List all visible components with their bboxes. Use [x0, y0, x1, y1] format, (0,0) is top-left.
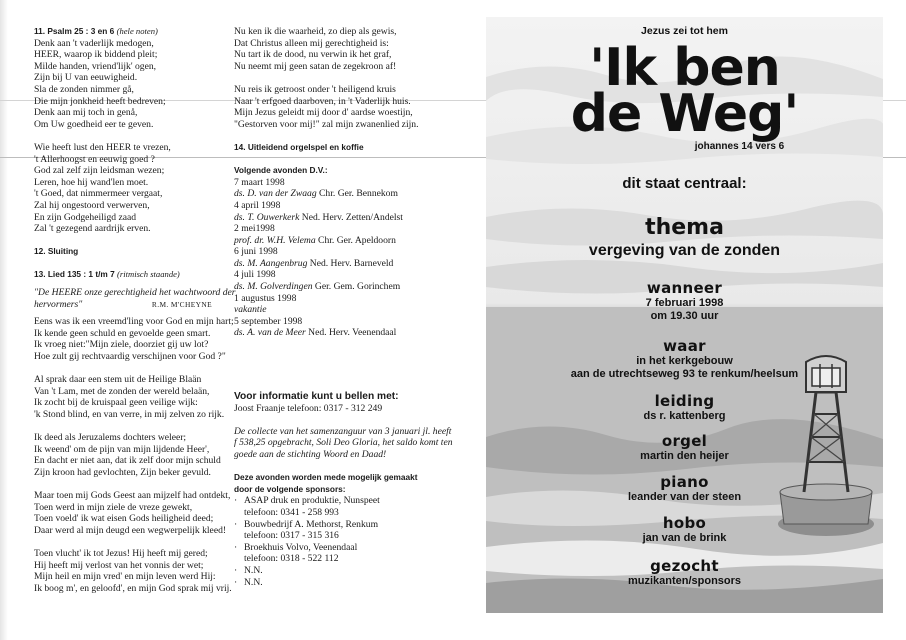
verse-line: Nu reis ik getroost onder 't heiligend kruis — [234, 83, 396, 95]
section-heading: waar — [663, 337, 706, 355]
sponsor-list — [234, 495, 439, 588]
sponsor-phone: telefoon: 0318 - 522 112 — [244, 553, 339, 565]
section-value: leander van der steen — [627, 491, 742, 503]
verse-line: Ik zocht bij de kruispaal geen veilige wijk: — [34, 397, 198, 409]
event-speaker: ds. T. Ouwerkerk — [234, 211, 300, 223]
verse-line: Ik kende geen schuld en gevoelde geen smart. — [34, 327, 211, 339]
event-speaker: vakantie — [234, 304, 267, 316]
verse-line: Ik boog m', en geloofd', en mijn God sprak mij vrij. — [34, 582, 232, 594]
section-heading: wanneer — [646, 279, 723, 297]
collecte-line: f 538,25 opgebracht, Soli Deo Gloria, het saldo komt ten — [234, 437, 453, 449]
collecte-note — [234, 425, 453, 461]
sponsor-phone: telefoon: 0341 - 258 993 — [244, 506, 339, 518]
section-piano — [486, 473, 883, 504]
event-church: Ned. Herv. — [301, 211, 344, 223]
sponsor-item: · Broekhuis Volvo, Veenendaal — [234, 541, 358, 553]
psalm-heading-text: 11. Psalm 25 : 3 en 6 — [34, 26, 115, 36]
orgelspel-heading: 14. Uitleidend orgelspel en koffie — [234, 141, 364, 152]
event-place: Zetten/Andelst — [345, 211, 403, 223]
bible-reference: johannes 14 vers 6 — [694, 141, 785, 152]
event-church: Ned. Herv. — [308, 327, 350, 339]
event-date: 5 september 1998 — [234, 315, 303, 327]
verse-line: Al sprak daar een stem uit de Heilige Blaän — [34, 374, 202, 386]
psalm-verse-2 — [34, 142, 224, 235]
section-waar — [486, 337, 883, 381]
section-heading: hobo — [662, 514, 707, 532]
left-column — [34, 26, 236, 595]
verse-line: Nu neemt mij geen satan de zegekroon af! — [234, 60, 397, 72]
section-heading: gezocht — [650, 557, 719, 575]
verse-line: Toen werd in mijn ziele de vreze gewekt, — [34, 501, 193, 513]
quote-attribution-row — [34, 299, 224, 311]
psalm-heading — [34, 26, 224, 38]
verse-line: Hoe zult gij rechtvaardig verschijnen voor God ?" — [34, 351, 226, 363]
event-speaker: ds. M. Golverdingen — [234, 281, 313, 293]
section-wanneer — [486, 279, 883, 323]
verse-line: 't Goed, dat nimmermeer vergaat, — [34, 188, 163, 200]
sponsor-heading: door de volgende sponsors: — [234, 483, 346, 494]
verse-line: Daar werd al mijn deugd een wegwerpelijk kleed! — [34, 524, 227, 536]
section-value: in het kerkgebouw — [636, 355, 733, 367]
quote-line: hervormers" — [34, 298, 83, 310]
lied-stanza-7 — [234, 84, 439, 130]
poster-panel — [486, 17, 883, 613]
verse-line: Toen vlucht' ik tot Jezus! Hij heeft mij gered; — [34, 548, 208, 560]
event-place: Barneveld — [353, 257, 394, 269]
lied-stanza-3 — [34, 432, 224, 478]
lied-stanza-4 — [34, 490, 231, 536]
poster-title-line: de Weg' — [570, 84, 799, 144]
verse-line: En zijn Godgeheiligd zaad — [34, 211, 137, 223]
event-date: 6 juni 1998 — [234, 246, 278, 258]
sponsor-item: · N.N. — [234, 564, 263, 576]
section-value: aan de utrechtseweg 93 te renkum/heelsum — [570, 368, 799, 380]
verse-line: Mijn heil en mijn vred' en mijn leven werd Hij: — [34, 571, 216, 583]
event-row — [234, 188, 439, 200]
middle-column — [234, 26, 453, 588]
verse-line: Ik deed als Jeruzalems dochters weleer; — [34, 432, 187, 444]
event-date: 1 augustus 1998 — [234, 292, 297, 304]
quote-line: "De HEERE onze gerechtigheid het wachtwoord der — [34, 287, 236, 299]
sponsor-name: N.N. — [244, 576, 263, 588]
verse-line: Om Uw goedheid eer te geven. — [34, 118, 154, 130]
section-hobo — [486, 514, 883, 545]
event-church: Chr. Ger. — [318, 234, 353, 246]
section-value: martin den heijer — [640, 450, 729, 462]
verse-line: Zal 't gezegend aardrijk erven. — [34, 223, 151, 235]
next-evenings-list — [234, 177, 439, 339]
lied-heading — [34, 269, 224, 281]
event-date: 4 april 1998 — [234, 199, 281, 211]
poster-title — [486, 38, 883, 144]
lied-stanza-2 — [34, 374, 224, 420]
event-date: 7 maart 1998 — [234, 176, 285, 188]
verse-line: 't Allerhoogst en eeuwig goed ? — [34, 153, 155, 165]
verse-line: Eens was ik een vreemd'ling voor God en mijn hart; — [34, 316, 234, 328]
section-orgel — [486, 432, 883, 463]
sluiting-heading: 12. Sluiting — [34, 246, 79, 257]
event-speaker: ds. M. Aangenbrug — [234, 257, 308, 269]
verse-line: Denk aan 't vaderlijk medogen, — [34, 37, 154, 49]
lied-stanza-6 — [234, 26, 439, 72]
psalm-note: (hele noten) — [116, 26, 158, 36]
section-gezocht — [486, 557, 883, 588]
thema-value: vergeving van de zonden — [588, 242, 781, 259]
collecte-line: goede aan de stichting Woord en Daad! — [234, 449, 387, 460]
event-speaker: prof. dr. W.H. Velema — [234, 234, 316, 246]
verse-line: 'k Stond blind, en van verre, in mij zelven zo rijk. — [34, 409, 225, 420]
verse-line: "Gestorven voor mij!" zal mijn zwanenlied zijn. — [234, 118, 419, 130]
lied-stanza-5 — [34, 548, 232, 594]
event-date: 2 mei1998 — [234, 223, 275, 235]
verse-line: Sla de zonden nimmer gå, — [34, 83, 134, 95]
quote-author: R.M. M'CHEYNE — [151, 299, 212, 309]
event-row — [234, 212, 439, 224]
section-heading: orgel — [661, 432, 708, 450]
verse-line: Nu tart ik de dood, nu verwin ik het graf, — [234, 49, 392, 61]
event-place: Gorinchem — [357, 281, 401, 293]
event-place: Bennekom — [356, 188, 398, 200]
event-row — [234, 281, 439, 293]
info-line: Joost Fraanje telefoon: 0317 - 312 249 — [234, 402, 383, 414]
sponsor-item: · Bouwbedrijf A. Methorst, Renkum — [234, 518, 379, 530]
event-row — [234, 327, 439, 339]
event-speaker: ds. A. van de Meer — [234, 327, 306, 339]
sponsor-item: · ASAP druk en produktie, Nunspeet — [234, 495, 380, 507]
event-row — [234, 304, 439, 316]
verse-line: Denk aan mij toch in genå, — [34, 107, 138, 119]
verse-line: HEER, waarop ik biddend pleit; — [34, 49, 158, 61]
section-value: muzikanten/sponsors — [627, 575, 742, 587]
event-place: Apeldoorn — [354, 234, 396, 246]
verse-line: Zal hij ongestoord verwerven, — [34, 199, 150, 211]
page-fold-shadow — [0, 0, 8, 640]
event-place: Veenendaal — [352, 327, 397, 339]
section-value: 7 februari 1998 — [645, 297, 724, 309]
verse-line: Die mijn jonkheid heeft bedreven; — [34, 95, 166, 107]
poster-title-line: 'Ik ben — [589, 38, 780, 98]
verse-line: Van 't Lam, met de zonden der wereld belaän, — [34, 385, 210, 397]
verse-line: Zijn kroon had gevlochten, Zijn beker gevuld. — [34, 466, 211, 478]
section-heading: piano — [660, 473, 709, 491]
verse-line: Mijn Jezus geleidt mij door d' aardse woestijn, — [234, 107, 413, 119]
section-leiding — [486, 392, 883, 423]
section-value: ds r. kattenberg — [643, 410, 726, 422]
sponsor-heading: Deze avonden worden mede mogelijk gemaakt — [234, 472, 418, 483]
sponsor-name: N.N. — [244, 564, 263, 576]
verse-line: Hij heeft mij verlost van het vonnis der wet; — [34, 559, 204, 571]
sponsor-item: · N.N. — [234, 576, 263, 588]
verse-line: Maar toen mij Gods Geest aan mijzelf had ontdekt, — [34, 490, 231, 502]
event-date: 4 juli 1998 — [234, 269, 276, 281]
poster-kicker: Jezus zei tot hem — [641, 25, 728, 37]
verse-line: En dacht er niet aan, dat ik zelf door mijn schuld — [34, 455, 221, 467]
lied-heading-text: 13. Lied 135 : 1 t/m 7 — [34, 269, 115, 280]
info-heading: Voor informatie kunt u bellen met: — [234, 391, 399, 403]
verse-line: Ik vroeg niet:"Mijn ziele, doorziet gij uw lot? — [34, 339, 209, 351]
lied-note: (ritmisch staande) — [117, 269, 180, 280]
section-heading: leiding — [654, 392, 715, 410]
next-evenings-heading: Volgende avonden D.V.: — [234, 165, 328, 176]
verse-line: Dat Christus alleen mij gerechtigheid is: — [234, 37, 389, 49]
verse-line: Wie heeft lust den HEER te vrezen, — [34, 141, 171, 153]
event-row — [234, 235, 439, 247]
event-church: Ned. Herv. — [309, 257, 352, 269]
verse-line: Milde handen, vriend'lijk' ogen, — [34, 60, 157, 72]
sponsor-name: Broekhuis Volvo, Veenendaal — [244, 541, 358, 553]
section-value: om 19.30 uur — [650, 310, 719, 322]
event-speaker: ds. D. van der Zwaag — [234, 188, 317, 200]
verse-line: God zal zelf zijn leidsman wezen; — [34, 165, 165, 177]
event-church: Ger. Gem. — [314, 281, 355, 293]
centraal-heading: dit staat centraal: — [622, 175, 747, 192]
sponsor-name: ASAP druk en produktie, Nunspeet — [244, 495, 380, 507]
sponsor-name: Bouwbedrijf A. Methorst, Renkum — [244, 518, 379, 530]
lied-stanza-1 — [34, 316, 234, 363]
collecte-line: De collecte van het samenzanguur van 3 januari jl. heeft — [234, 425, 452, 437]
event-church: Chr. Ger. — [319, 188, 354, 200]
verse-line: Toen voeld' ik wat eisen Gods heiligheid deed; — [34, 513, 214, 525]
psalm-verse-1 — [34, 38, 224, 131]
section-value: jan van de brink — [642, 532, 727, 544]
sponsor-phone: telefoon: 0317 - 315 316 — [244, 530, 339, 542]
event-row — [234, 258, 439, 270]
verse-line: Naar 't erfgoed daarboven, in 't Vaderlijk huis. — [234, 95, 411, 107]
verse-line: Zijn bij U van eeuwigheid. — [34, 72, 138, 84]
thema-heading: thema — [645, 215, 724, 240]
verse-line: Ik weend' om de pijn van mijn lijdende Heer', — [34, 443, 210, 455]
verse-line: Leren, hoe hij wand'len moet. — [34, 176, 149, 188]
verse-line: Nu ken ik die waarheid, zo diep als gewis, — [234, 26, 397, 37]
